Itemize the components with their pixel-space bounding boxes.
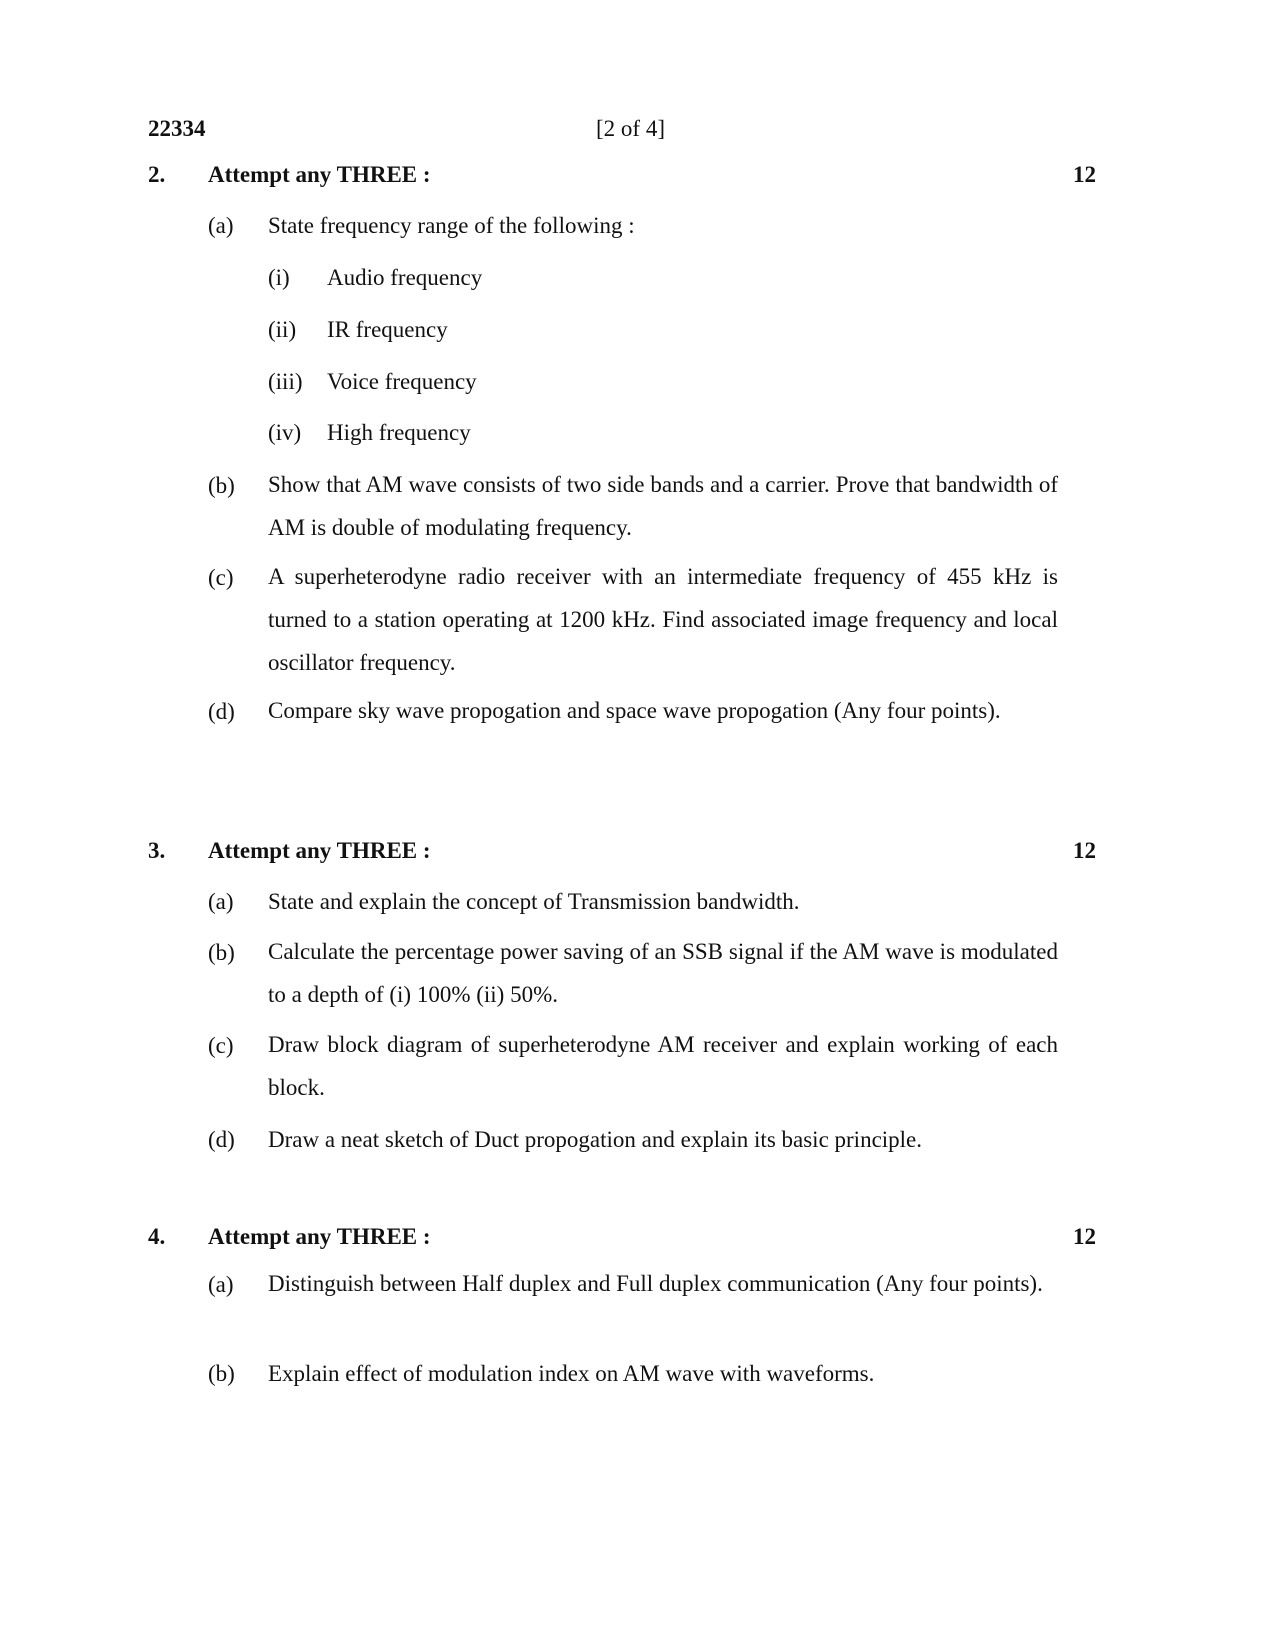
subpart-text: IR frequency (327, 317, 448, 342)
part-text: Compare sky wave propogation and space wave propogation (Any four points). (268, 698, 1001, 723)
question-number: 2. (148, 162, 166, 187)
part-label: (a) (208, 1272, 234, 1297)
part-label: (b) (208, 1361, 235, 1386)
subpart-label: (iii) (268, 369, 303, 394)
question-instruction: Attempt any THREE : (208, 162, 431, 187)
part-label: (b) (208, 940, 235, 965)
question-marks: 12 (1073, 162, 1096, 187)
question-marks: 12 (1073, 1224, 1096, 1249)
part-label: (b) (208, 473, 235, 498)
question-marks: 12 (1073, 838, 1096, 863)
part-text: Calculate the percentage power saving of an SSB signal if the AM wave is modulated to a depth of (i) 100% (ii) 50%. (268, 939, 1058, 1007)
part-label: (c) (208, 1033, 234, 1058)
subpart-label: (ii) (268, 317, 297, 342)
part-label: (d) (208, 1127, 235, 1152)
part-label: (c) (208, 565, 234, 590)
question-instruction: Attempt any THREE : (208, 1224, 431, 1249)
subpart-label: (i) (268, 265, 290, 290)
paper-code: 22334 (148, 116, 206, 141)
subpart-text: Voice frequency (327, 369, 477, 394)
part-text: Draw a neat sketch of Duct propogation and explain its basic principle. (268, 1127, 923, 1152)
subpart-text: Audio frequency (327, 265, 483, 290)
part-label: (a) (208, 889, 234, 914)
question-number: 3. (148, 838, 166, 863)
part-text: A superheterodyne radio receiver with an intermediate frequency of 455 kHz is turned to a station operating at 1200 kHz. Find associated image frequency and local oscillator frequency. (268, 564, 1058, 675)
part-label: (a) (208, 213, 234, 238)
part-text: State frequency range of the following : (268, 213, 635, 238)
part-text: Show that AM wave consists of two side bands and a carrier. Prove that bandwidth of AM is double of modulating frequency. (268, 472, 1058, 540)
question-instruction: Attempt any THREE : (208, 838, 431, 863)
part-text: State and explain the concept of Transmission bandwidth. (268, 889, 800, 914)
subpart-text: High frequency (327, 420, 471, 445)
part-label: (d) (208, 699, 235, 724)
question-number: 4. (148, 1224, 166, 1249)
part-text: Draw block diagram of superheterodyne AM receiver and explain working of each block. (268, 1032, 1058, 1100)
part-text: Distinguish between Half duplex and Full duplex communication (Any four points). (268, 1271, 1043, 1296)
page-indicator: [2 of 4] (596, 116, 665, 141)
subpart-label: (iv) (268, 420, 302, 445)
part-text: Explain effect of modulation index on AM wave with waveforms. (268, 1361, 875, 1386)
